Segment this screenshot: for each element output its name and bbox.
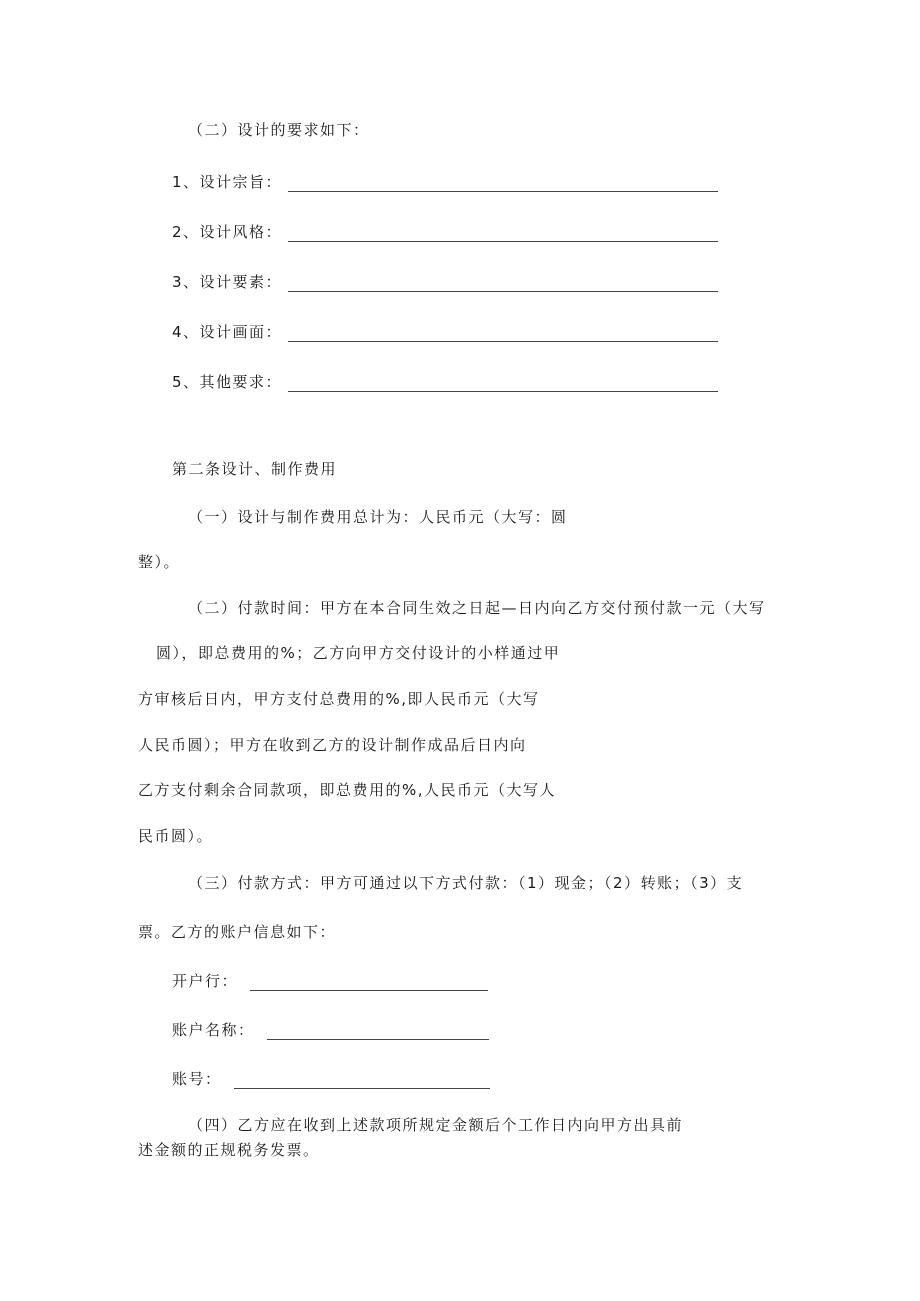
requirement-visuals <box>172 322 718 342</box>
visuals-blank[interactable] <box>288 327 718 342</box>
article-two-title: 第二条设计、制作费用 <box>172 460 338 478</box>
account-name-label: 账户名称： <box>172 1021 255 1039</box>
requirement-purpose <box>172 172 718 192</box>
payment-time-line-2: 圆），即总费用的%；乙方向甲方交付设计的小样通过甲 <box>156 644 561 662</box>
account-bank-blank[interactable] <box>250 976 488 991</box>
style-blank[interactable] <box>288 227 718 242</box>
requirement-other <box>172 372 718 392</box>
account-name-blank[interactable] <box>267 1025 489 1040</box>
account-number-field <box>172 1069 490 1089</box>
account-number-blank[interactable] <box>234 1074 490 1089</box>
section-two-title: （二）设计的要求如下： <box>188 121 370 139</box>
invoice-line-1: （四）乙方应在收到上述款项所规定金额后个工作日内向甲方出具前 <box>188 1116 684 1134</box>
payment-method-line-1: （三）付款方式：甲方可通过以下方式付款：（1）现金；（2）转账；（3）支 <box>188 874 744 892</box>
invoice-line-2: 述金额的正规税务发票。 <box>138 1141 320 1159</box>
payment-time-line-5: 乙方支付剩余合同款项，即总费用的%,人民币元（大写人 <box>138 781 557 799</box>
account-bank-field <box>172 971 488 991</box>
requirement-elements <box>172 272 718 292</box>
account-number-label: 账号： <box>172 1070 222 1088</box>
requirement-label: 3、设计要素： <box>172 273 283 291</box>
payment-time-line-1: （二）付款时间：甲方在本合同生效之日起—日内向乙方交付预付款一元（大写 <box>188 599 766 617</box>
payment-time-line-3: 方审核后日内，甲方支付总费用的%,即人民币元（大写 <box>138 690 540 708</box>
payment-method-line-2: 票。乙方的账户信息如下： <box>138 923 337 941</box>
purpose-blank[interactable] <box>288 177 718 192</box>
account-bank-label: 开户行： <box>172 972 239 990</box>
payment-time-line-4: 人民币圆）；甲方在收到乙方的设计制作成品后日内向 <box>138 736 527 754</box>
fee-total-line-2: 整）。 <box>138 553 181 571</box>
requirement-label: 1、设计宗旨： <box>172 173 283 191</box>
elements-blank[interactable] <box>288 277 718 292</box>
requirement-label: 2、设计风格： <box>172 223 283 241</box>
fee-total-line-1: （一）设计与制作费用总计为：人民币元（大写：圆 <box>188 508 568 526</box>
other-blank[interactable] <box>288 377 718 392</box>
payment-time-line-6: 民币圆）。 <box>138 827 214 845</box>
requirement-style <box>172 222 718 242</box>
requirement-label: 5、其他要求： <box>172 373 283 391</box>
requirement-label: 4、设计画面： <box>172 323 283 341</box>
account-name-field <box>172 1020 489 1040</box>
